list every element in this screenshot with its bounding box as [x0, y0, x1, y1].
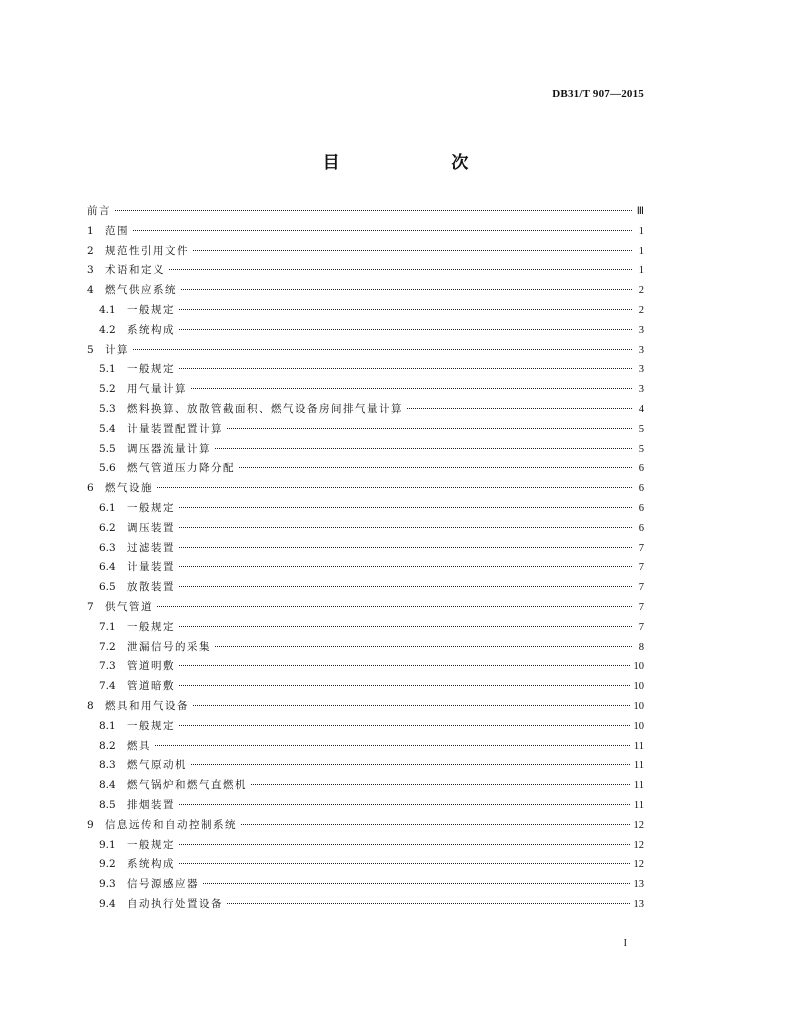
toc-dot-leader: [241, 823, 630, 825]
toc-entry-label: 一般规定: [127, 501, 175, 514]
toc-entry-number: 6.4: [99, 561, 116, 574]
toc-dot-leader: [251, 783, 630, 785]
toc-dot-leader: [115, 209, 632, 211]
toc-entry-page: 11: [633, 740, 644, 752]
toc-entry-page: 10: [633, 700, 644, 712]
toc-dot-leader: [181, 288, 632, 290]
toc-entry-page: 10: [633, 720, 644, 732]
toc-entry-number: 4.1: [99, 303, 116, 316]
toc-entry[interactable]: [87, 203, 644, 223]
toc-entry-number: 9: [87, 818, 94, 831]
toc-entry-label: 燃料换算、放散管截面积、燃气设备房间排气量计算: [127, 402, 403, 415]
toc-entry-label: 一般规定: [127, 303, 175, 316]
toc-dot-leader: [179, 585, 632, 587]
toc-entry-number: 5.2: [99, 383, 116, 396]
toc-entry[interactable]: [87, 441, 644, 461]
toc-dot-leader: [179, 862, 630, 864]
toc-dot-leader: [215, 645, 632, 647]
toc-entry-page: 2: [638, 304, 644, 316]
toc-entry-label: 燃气设施: [105, 482, 153, 495]
toc-entry-number: 4: [87, 284, 94, 297]
toc-entry-number: 5.4: [99, 422, 116, 435]
toc-entry[interactable]: [87, 678, 644, 698]
toc-dot-leader: [191, 387, 632, 389]
table-of-contents: [87, 203, 644, 916]
toc-dot-leader: [179, 328, 632, 330]
toc-dot-leader: [179, 546, 632, 548]
toc-entry[interactable]: [87, 361, 644, 381]
toc-entry-label: 管道明敷: [127, 660, 175, 673]
toc-entry-number: 8: [87, 699, 94, 712]
toc-entry-page: 10: [633, 681, 644, 693]
toc-dot-leader: [179, 526, 632, 528]
toc-entry-page: 13: [633, 898, 644, 910]
toc-entry[interactable]: [87, 619, 644, 639]
toc-entry-page: 8: [638, 641, 644, 653]
toc-dot-leader: [179, 506, 632, 508]
toc-entry-number: 8.3: [99, 759, 116, 772]
toc-entry-page: 3: [638, 384, 644, 396]
toc-entry-label: 一般规定: [127, 719, 175, 732]
toc-dot-leader: [179, 684, 630, 686]
toc-entry-page: 12: [633, 859, 644, 871]
toc-entry[interactable]: [87, 322, 644, 342]
toc-entry[interactable]: [87, 500, 644, 520]
toc-entry-label: 泄漏信号的采集: [127, 640, 211, 653]
toc-entry[interactable]: [87, 421, 644, 441]
toc-entry-number: 9.3: [99, 878, 116, 891]
toc-entry-label: 燃具: [127, 739, 151, 752]
toc-dot-leader: [239, 466, 632, 468]
toc-entry-number: 8.4: [99, 779, 116, 792]
toc-entry-number: 4.2: [99, 323, 116, 336]
toc-dot-leader: [157, 486, 632, 488]
toc-entry-page: 6: [638, 502, 644, 514]
toc-entry-label: 管道暗敷: [127, 680, 175, 693]
toc-entry[interactable]: [87, 639, 644, 659]
toc-dot-leader: [157, 605, 632, 607]
toc-entry-label: 一般规定: [127, 838, 175, 851]
toc-entry-label: 范围: [105, 224, 129, 237]
toc-entry-page: 4: [638, 403, 644, 415]
toc-entry-page: 10: [633, 661, 644, 673]
toc-dot-leader: [193, 249, 632, 251]
toc-entry[interactable]: [87, 559, 644, 579]
toc-dot-leader: [215, 447, 632, 449]
toc-entry-page: 7: [638, 601, 644, 613]
toc-dot-leader: [179, 724, 630, 726]
toc-dot-leader: [179, 367, 632, 369]
toc-entry-page: 11: [633, 780, 644, 792]
toc-entry[interactable]: [87, 856, 644, 876]
toc-entry-label: 信号源感应器: [127, 878, 199, 891]
toc-entry-number: 8.1: [99, 719, 116, 732]
toc-entry-label: 调压器流量计算: [127, 442, 211, 455]
toc-entry-number: 7.2: [99, 640, 116, 653]
toc-entry-number: 6.5: [99, 581, 116, 594]
toc-entry-page: 7: [638, 621, 644, 633]
toc-entry-page: 3: [638, 364, 644, 376]
toc-entry-number: 9.4: [99, 897, 116, 910]
toc-entry[interactable]: [87, 342, 644, 362]
toc-entry[interactable]: [87, 757, 644, 777]
toc-dot-leader: [179, 664, 630, 666]
toc-entry-label: 计量装置配置计算: [127, 422, 223, 435]
toc-entry[interactable]: [87, 302, 644, 322]
toc-title: [0, 148, 791, 173]
toc-entry-label: 用气量计算: [127, 383, 187, 396]
toc-entry-page: 13: [633, 879, 644, 891]
toc-entry-page: 3: [638, 324, 644, 336]
toc-entry-number: 5.5: [99, 442, 116, 455]
toc-entry-label: 过滤装置: [127, 541, 175, 554]
toc-dot-leader: [407, 407, 632, 409]
toc-entry-label: 供气管道: [105, 600, 153, 613]
toc-dot-leader: [227, 427, 632, 429]
toc-entry-number: 7.4: [99, 680, 116, 693]
toc-entry-number: 6.2: [99, 521, 116, 534]
toc-entry[interactable]: [87, 262, 644, 282]
toc-entry[interactable]: [87, 698, 644, 718]
toc-entry-label: 自动执行处置设备: [127, 897, 223, 910]
toc-dot-leader: [179, 625, 632, 627]
toc-entry-label: 放散装置: [127, 581, 175, 594]
toc-entry[interactable]: [87, 777, 644, 797]
toc-entry-label: 计量装置: [127, 561, 175, 574]
toc-entry-number: 5: [87, 343, 94, 356]
toc-dot-leader: [133, 348, 632, 350]
toc-entry-page: 7: [638, 542, 644, 554]
toc-entry-number: 8.2: [99, 739, 116, 752]
toc-entry[interactable]: [87, 381, 644, 401]
toc-dot-leader: [227, 902, 630, 904]
toc-entry[interactable]: [87, 520, 644, 540]
toc-entry[interactable]: [87, 243, 644, 263]
toc-entry-label: 燃具和用气设备: [105, 699, 189, 712]
toc-entry-label: 系统构成: [127, 323, 175, 336]
toc-entry-number: 2: [87, 244, 94, 257]
toc-entry-label: 调压装置: [127, 521, 175, 534]
toc-entry-page: 6: [638, 483, 644, 495]
toc-entry-label: 前言: [87, 205, 111, 217]
toc-entry-page: 3: [638, 344, 644, 356]
toc-entry[interactable]: [87, 460, 644, 480]
toc-entry-page: 5: [638, 423, 644, 435]
toc-entry-page: 1: [638, 225, 644, 237]
toc-entry-number: 9.2: [99, 858, 116, 871]
toc-entry-label: 信息远传和自动控制系统: [105, 818, 237, 831]
toc-entry-page: Ⅲ: [636, 206, 644, 217]
toc-dot-leader: [179, 565, 632, 567]
toc-entry[interactable]: [87, 658, 644, 678]
toc-entry-page: 12: [633, 819, 644, 831]
toc-entry-label: 燃气原动机: [127, 759, 187, 772]
document-code: DB31/T 907—2015: [552, 88, 644, 100]
toc-entry-page: 2: [638, 285, 644, 297]
toc-entry-number: 6.3: [99, 541, 116, 554]
toc-dot-leader: [179, 843, 630, 845]
toc-entry[interactable]: [87, 282, 644, 302]
toc-entry[interactable]: [87, 876, 644, 896]
toc-entry-page: 1: [638, 265, 644, 277]
toc-entry[interactable]: [87, 797, 644, 817]
toc-dot-leader: [191, 763, 630, 765]
toc-title-left: 目: [322, 153, 340, 173]
toc-entry-label: 排烟装置: [127, 798, 175, 811]
toc-entry-label: 燃气管道压力降分配: [127, 462, 235, 475]
toc-entry-page: 11: [633, 799, 644, 811]
toc-entry[interactable]: [87, 579, 644, 599]
toc-entry-number: 6: [87, 482, 94, 495]
toc-entry-number: 6.1: [99, 501, 116, 514]
toc-entry-number: 7.3: [99, 660, 116, 673]
toc-entry-page: 6: [638, 522, 644, 534]
toc-entry-page: 12: [633, 839, 644, 851]
toc-entry[interactable]: [87, 480, 644, 500]
toc-dot-leader: [203, 882, 630, 884]
toc-entry-number: 7.1: [99, 620, 116, 633]
toc-entry-label: 一般规定: [127, 363, 175, 376]
toc-entry[interactable]: [87, 540, 644, 560]
toc-entry-number: 9.1: [99, 838, 116, 851]
toc-title-right: 次: [451, 153, 469, 173]
toc-entry[interactable]: [87, 401, 644, 421]
toc-entry-number: 7: [87, 600, 94, 613]
toc-entry-label: 燃气锅炉和燃气直燃机: [127, 779, 247, 792]
page-number: I: [623, 938, 627, 949]
toc-entry-label: 系统构成: [127, 858, 175, 871]
toc-entry[interactable]: [87, 896, 644, 916]
toc-entry[interactable]: [87, 718, 644, 738]
toc-entry-number: 5.3: [99, 402, 116, 415]
toc-dot-leader: [179, 803, 630, 805]
toc-entry-page: 1: [638, 245, 644, 257]
toc-dot-leader: [193, 704, 630, 706]
toc-dot-leader: [179, 308, 632, 310]
toc-entry-page: 11: [633, 760, 644, 772]
toc-entry[interactable]: [87, 599, 644, 619]
toc-entry-page: 7: [638, 582, 644, 594]
toc-entry[interactable]: [87, 738, 644, 758]
toc-entry[interactable]: [87, 817, 644, 837]
toc-entry[interactable]: [87, 223, 644, 243]
toc-dot-leader: [169, 268, 632, 270]
toc-entry-label: 计算: [105, 343, 129, 356]
toc-entry-number: 3: [87, 264, 94, 277]
toc-entry-number: 8.5: [99, 798, 116, 811]
toc-entry-number: 5.6: [99, 462, 116, 475]
toc-dot-leader: [133, 229, 632, 231]
toc-entry-number: 5.1: [99, 363, 116, 376]
toc-entry-label: 燃气供应系统: [105, 284, 177, 297]
toc-entry-page: 7: [638, 562, 644, 574]
toc-entry-number: 1: [87, 224, 94, 237]
toc-dot-leader: [155, 744, 630, 746]
toc-entry[interactable]: [87, 837, 644, 857]
toc-entry-page: 6: [638, 463, 644, 475]
toc-entry-label: 规范性引用文件: [105, 244, 189, 257]
toc-entry-page: 5: [638, 443, 644, 455]
toc-entry-label: 一般规定: [127, 620, 175, 633]
toc-entry-label: 术语和定义: [105, 264, 165, 277]
